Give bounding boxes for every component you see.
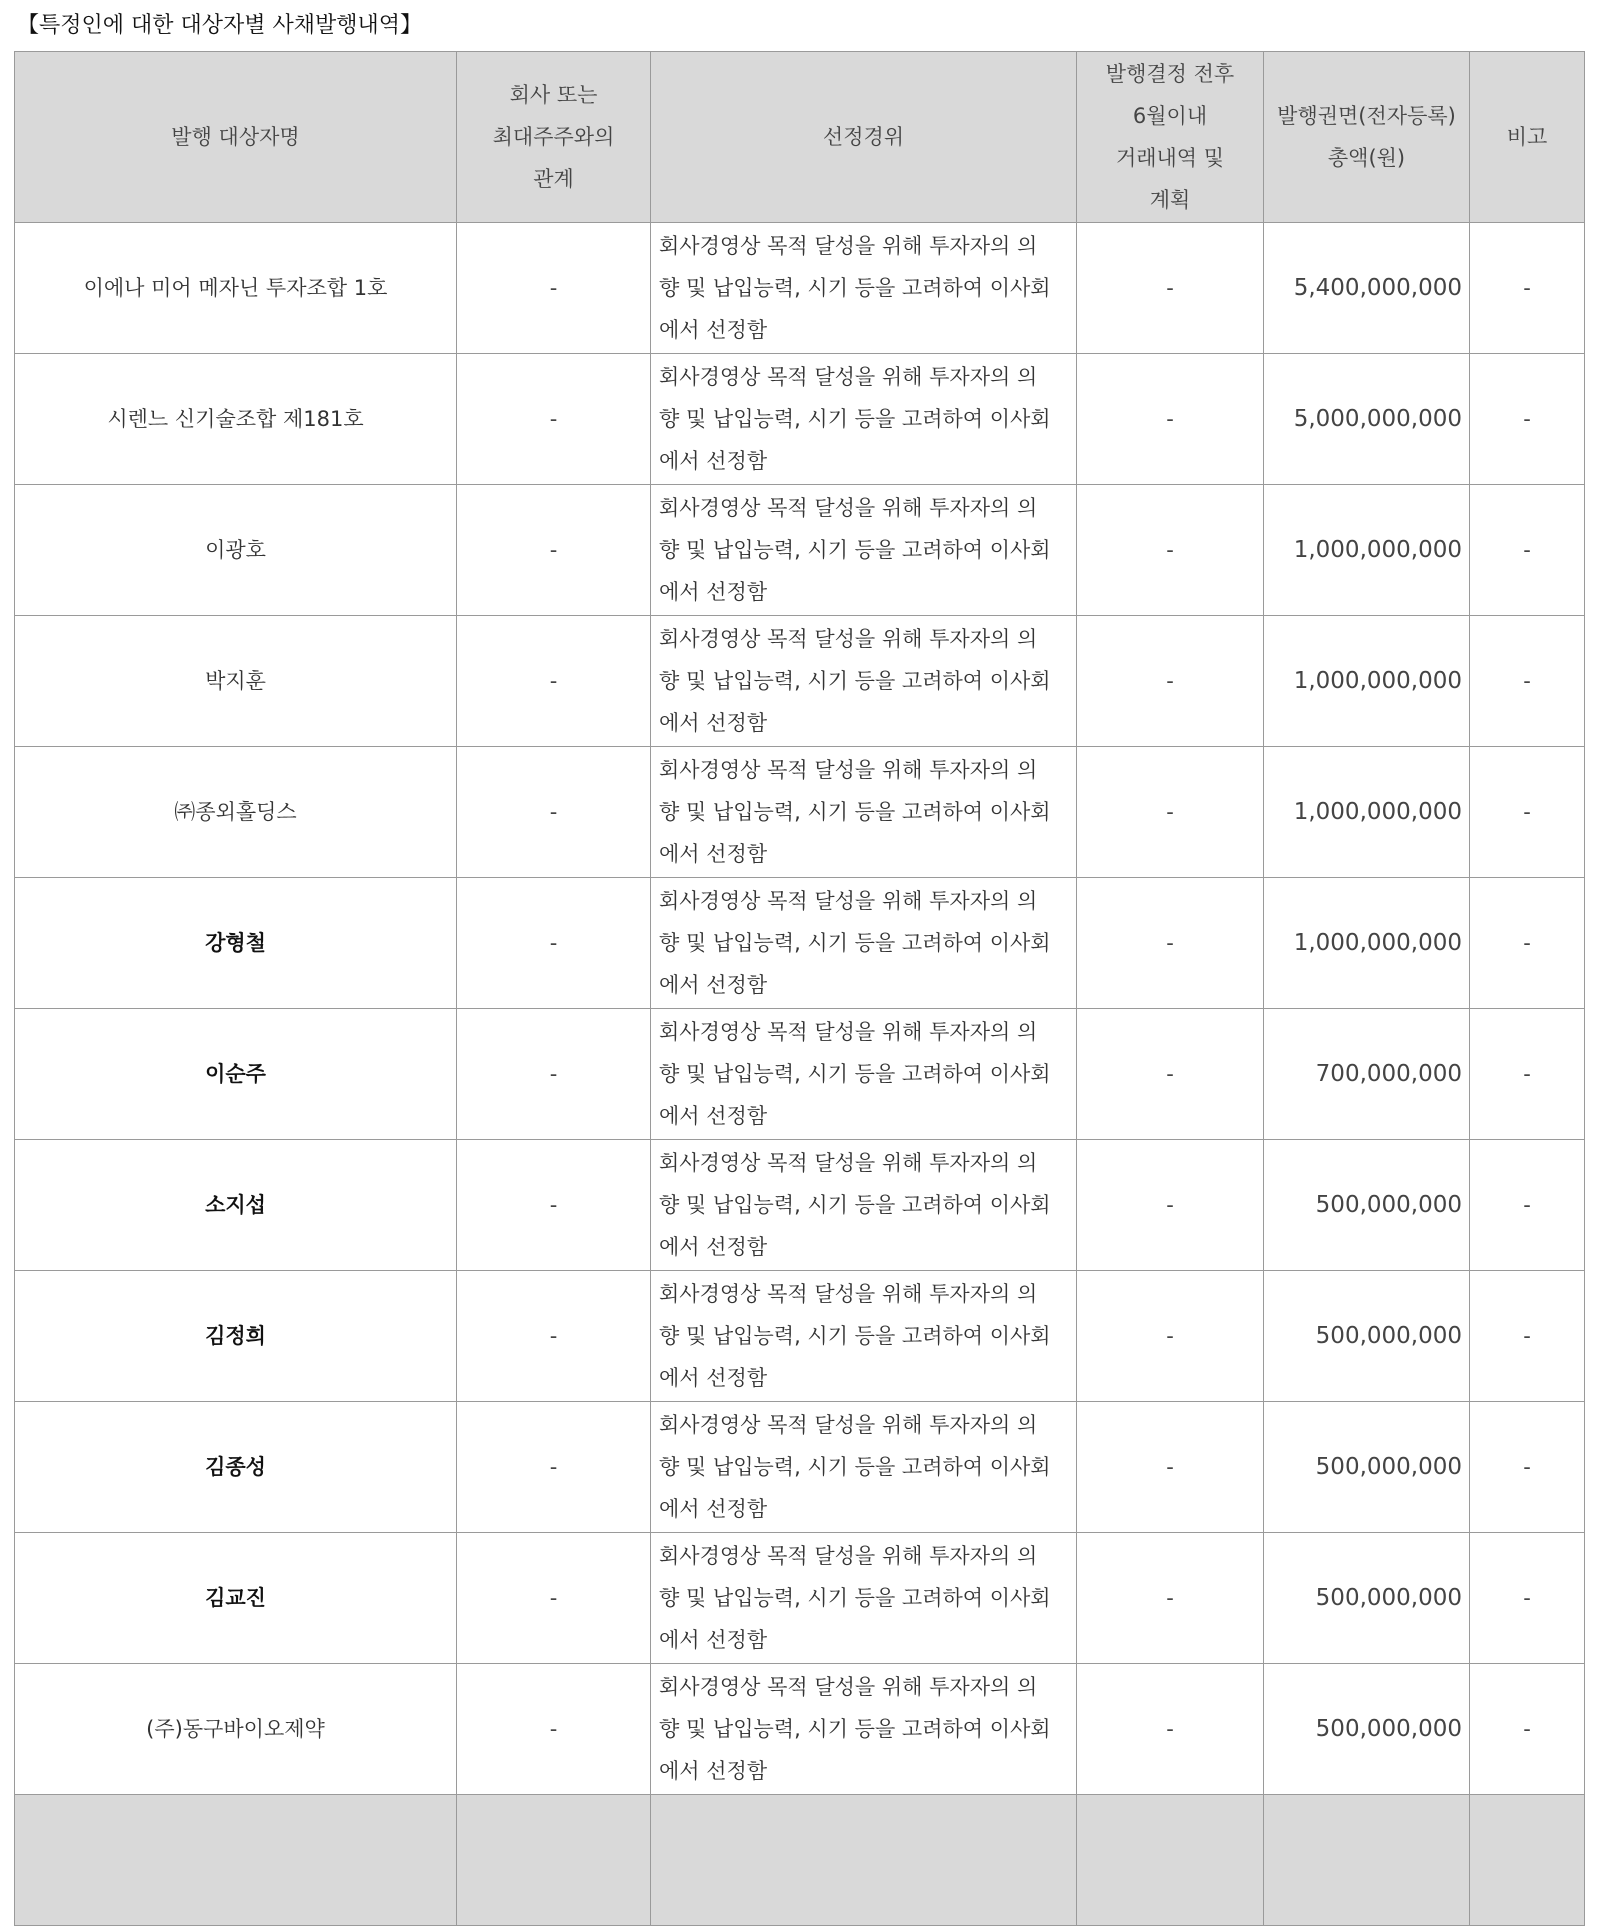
selection-reason-cell xyxy=(651,354,1077,485)
face-amount-text: 1,000,000,000 xyxy=(1293,537,1462,563)
note-cell xyxy=(1470,223,1585,354)
note-text: - xyxy=(1523,1324,1531,1348)
history-text: - xyxy=(1166,669,1174,693)
selection-reason-text: 회사경영상 목적 달성을 위해 투자자의 의 향 및 납입능력, 시기 등을 고려하여 이사회 에서 선정함 xyxy=(659,627,1051,735)
note-cell xyxy=(1470,1664,1585,1795)
face-amount-cell xyxy=(1264,1402,1470,1533)
page-title: 【특정인에 대한 대상자별 사채발행내역】 xyxy=(17,13,423,38)
transaction-history-cell xyxy=(1077,485,1264,616)
issuee-name-cell xyxy=(15,1140,457,1271)
history-text: - xyxy=(1166,407,1174,431)
relation-text: - xyxy=(549,1193,558,1217)
note-cell xyxy=(1470,485,1585,616)
table-row xyxy=(15,1009,1585,1140)
face-amount-cell xyxy=(1264,1664,1470,1795)
relation-cell xyxy=(457,1140,651,1271)
face-amount-cell xyxy=(1264,616,1470,747)
selection-reason-cell xyxy=(651,1533,1077,1664)
issuee-name-cell xyxy=(15,747,457,878)
issuee-name-cell xyxy=(15,1533,457,1664)
relation-cell xyxy=(457,354,651,485)
issuee-name-cell xyxy=(15,354,457,485)
face-amount-cell xyxy=(1264,878,1470,1009)
header-label: 발행결정 전후 6월이내 거래내역 및 계획 xyxy=(1105,62,1235,212)
table-row xyxy=(15,1140,1585,1271)
partial-cell xyxy=(1470,1795,1585,1926)
note-cell xyxy=(1470,747,1585,878)
relation-text: - xyxy=(549,800,558,824)
selection-reason-text: 회사경영상 목적 달성을 위해 투자자의 의 향 및 납입능력, 시기 등을 고려하여 이사회 에서 선정함 xyxy=(659,496,1051,604)
header-label: 회사 또는 최대주주와의 관계 xyxy=(492,83,615,191)
issuee-name-cell xyxy=(15,485,457,616)
note-cell xyxy=(1470,1140,1585,1271)
header-relation xyxy=(457,52,651,223)
relation-text: - xyxy=(549,1586,558,1610)
relation-cell xyxy=(457,1009,651,1140)
face-amount-text: 1,000,000,000 xyxy=(1293,799,1462,825)
face-amount-text: 500,000,000 xyxy=(1315,1454,1462,1480)
note-cell xyxy=(1470,878,1585,1009)
face-amount-cell xyxy=(1264,1271,1470,1402)
issuee-name-cell xyxy=(15,878,457,1009)
history-text: - xyxy=(1166,1193,1174,1217)
relation-text: - xyxy=(549,407,558,431)
table-row xyxy=(15,1402,1585,1533)
face-amount-cell xyxy=(1264,1009,1470,1140)
selection-reason-cell xyxy=(651,616,1077,747)
table-row xyxy=(15,1664,1585,1795)
header-selection-reason xyxy=(651,52,1077,223)
table-row xyxy=(15,485,1585,616)
transaction-history-cell xyxy=(1077,616,1264,747)
issuee-name-text: ㈜종외홀딩스 xyxy=(174,800,297,824)
transaction-history-cell xyxy=(1077,1533,1264,1664)
face-amount-cell xyxy=(1264,1140,1470,1271)
transaction-history-cell xyxy=(1077,1009,1264,1140)
note-text: - xyxy=(1523,669,1531,693)
face-amount-cell xyxy=(1264,747,1470,878)
bond-issuance-table xyxy=(14,51,1585,1926)
relation-text: - xyxy=(549,669,558,693)
issuee-name-text: 김교진 xyxy=(205,1586,266,1610)
partial-cell xyxy=(1077,1795,1264,1926)
selection-reason-cell xyxy=(651,1271,1077,1402)
relation-text: - xyxy=(549,1455,558,1479)
note-text: - xyxy=(1523,1455,1531,1479)
table-row xyxy=(15,354,1585,485)
face-amount-cell xyxy=(1264,223,1470,354)
face-amount-text: 1,000,000,000 xyxy=(1293,668,1462,694)
issuee-name-cell xyxy=(15,1402,457,1533)
partial-cell xyxy=(457,1795,651,1926)
history-text: - xyxy=(1166,276,1174,300)
issuee-name-text: 김종성 xyxy=(205,1455,266,1479)
table-row xyxy=(15,1533,1585,1664)
selection-reason-text: 회사경영상 목적 달성을 위해 투자자의 의 향 및 납입능력, 시기 등을 고려하여 이사회 에서 선정함 xyxy=(659,1413,1051,1521)
face-amount-text: 5,400,000,000 xyxy=(1293,275,1462,301)
transaction-history-cell xyxy=(1077,1271,1264,1402)
note-text: - xyxy=(1523,1193,1531,1217)
face-amount-text: 500,000,000 xyxy=(1315,1585,1462,1611)
issuee-name-text: (주)동구바이오제약 xyxy=(146,1717,325,1741)
issuee-name-cell xyxy=(15,616,457,747)
history-text: - xyxy=(1166,931,1174,955)
selection-reason-text: 회사경영상 목적 달성을 위해 투자자의 의 향 및 납입능력, 시기 등을 고려하여 이사회 에서 선정함 xyxy=(659,1544,1051,1652)
relation-cell xyxy=(457,747,651,878)
table-row xyxy=(15,616,1585,747)
note-text: - xyxy=(1523,800,1531,824)
header-label: 발행 대상자명 xyxy=(171,125,300,149)
header-label: 비고 xyxy=(1506,125,1548,149)
header-face-amount xyxy=(1264,52,1470,223)
selection-reason-cell xyxy=(651,485,1077,616)
issuee-name-cell xyxy=(15,1664,457,1795)
relation-cell xyxy=(457,1664,651,1795)
selection-reason-cell xyxy=(651,223,1077,354)
table-row xyxy=(15,1271,1585,1402)
table-row xyxy=(15,747,1585,878)
issuee-name-text: 소지섭 xyxy=(205,1193,266,1217)
relation-cell xyxy=(457,878,651,1009)
note-cell xyxy=(1470,1271,1585,1402)
face-amount-text: 1,000,000,000 xyxy=(1293,930,1462,956)
note-cell xyxy=(1470,354,1585,485)
partial-cell xyxy=(651,1795,1077,1926)
history-text: - xyxy=(1166,1455,1174,1479)
history-text: - xyxy=(1166,800,1174,824)
transaction-history-cell xyxy=(1077,747,1264,878)
note-text: - xyxy=(1523,407,1531,431)
issuee-name-cell xyxy=(15,223,457,354)
selection-reason-text: 회사경영상 목적 달성을 위해 투자자의 의 향 및 납입능력, 시기 등을 고려하여 이사회 에서 선정함 xyxy=(659,758,1051,866)
transaction-history-cell xyxy=(1077,1402,1264,1533)
note-text: - xyxy=(1523,276,1531,300)
note-text: - xyxy=(1523,1586,1531,1610)
note-text: - xyxy=(1523,538,1531,562)
relation-text: - xyxy=(549,1062,558,1086)
table-body xyxy=(15,223,1585,1926)
relation-text: - xyxy=(549,931,558,955)
issuee-name-text: 시렌느 신기술조합 제181호 xyxy=(107,407,364,431)
selection-reason-text: 회사경영상 목적 달성을 위해 투자자의 의 향 및 납입능력, 시기 등을 고려하여 이사회 에서 선정함 xyxy=(659,1282,1051,1390)
partial-cell xyxy=(1264,1795,1470,1926)
header-row xyxy=(15,52,1585,223)
note-cell xyxy=(1470,1533,1585,1664)
issuee-name-cell xyxy=(15,1271,457,1402)
selection-reason-cell xyxy=(651,1140,1077,1271)
face-amount-text: 500,000,000 xyxy=(1315,1323,1462,1349)
face-amount-cell xyxy=(1264,485,1470,616)
history-text: - xyxy=(1166,538,1174,562)
note-cell xyxy=(1470,1009,1585,1140)
face-amount-text: 700,000,000 xyxy=(1315,1061,1462,1087)
issuee-name-text: 이순주 xyxy=(205,1062,266,1086)
face-amount-cell xyxy=(1264,354,1470,485)
relation-cell xyxy=(457,1402,651,1533)
transaction-history-cell xyxy=(1077,878,1264,1009)
relation-text: - xyxy=(549,1717,558,1741)
history-text: - xyxy=(1166,1717,1174,1741)
selection-reason-text: 회사경영상 목적 달성을 위해 투자자의 의 향 및 납입능력, 시기 등을 고려하여 이사회 에서 선정함 xyxy=(659,1020,1051,1128)
issuee-name-cell xyxy=(15,1009,457,1140)
history-text: - xyxy=(1166,1062,1174,1086)
table-row-partial xyxy=(15,1795,1585,1926)
transaction-history-cell xyxy=(1077,1140,1264,1271)
transaction-history-cell xyxy=(1077,354,1264,485)
note-text: - xyxy=(1523,1717,1531,1741)
face-amount-cell xyxy=(1264,1533,1470,1664)
issuee-name-text: 박지훈 xyxy=(205,669,266,693)
relation-cell xyxy=(457,1271,651,1402)
relation-text: - xyxy=(549,276,558,300)
selection-reason-cell xyxy=(651,878,1077,1009)
selection-reason-cell xyxy=(651,1009,1077,1140)
note-cell xyxy=(1470,616,1585,747)
face-amount-text: 500,000,000 xyxy=(1315,1716,1462,1742)
selection-reason-cell xyxy=(651,747,1077,878)
issuee-name-text: 강형철 xyxy=(205,931,266,955)
table-row xyxy=(15,878,1585,1009)
header-note xyxy=(1470,52,1585,223)
header-label: 선정경위 xyxy=(822,125,905,149)
issuee-name-text: 이광호 xyxy=(205,538,266,562)
note-text: - xyxy=(1523,931,1531,955)
issuee-name-text: 이에나 미어 메자닌 투자조합 1호 xyxy=(83,276,388,300)
history-text: - xyxy=(1166,1586,1174,1610)
note-text: - xyxy=(1523,1062,1531,1086)
selection-reason-cell xyxy=(651,1664,1077,1795)
selection-reason-cell xyxy=(651,1402,1077,1533)
issuee-name-text: 김정희 xyxy=(205,1324,266,1348)
selection-reason-text: 회사경영상 목적 달성을 위해 투자자의 의 향 및 납입능력, 시기 등을 고려하여 이사회 에서 선정함 xyxy=(659,234,1051,342)
relation-cell xyxy=(457,616,651,747)
partial-cell xyxy=(15,1795,457,1926)
face-amount-text: 500,000,000 xyxy=(1315,1192,1462,1218)
header-issuee-name xyxy=(15,52,457,223)
selection-reason-text: 회사경영상 목적 달성을 위해 투자자의 의 향 및 납입능력, 시기 등을 고려하여 이사회 에서 선정함 xyxy=(659,365,1051,473)
relation-cell xyxy=(457,223,651,354)
history-text: - xyxy=(1166,1324,1174,1348)
face-amount-text: 5,000,000,000 xyxy=(1293,406,1462,432)
note-cell xyxy=(1470,1402,1585,1533)
selection-reason-text: 회사경영상 목적 달성을 위해 투자자의 의 향 및 납입능력, 시기 등을 고려하여 이사회 에서 선정함 xyxy=(659,889,1051,997)
relation-cell xyxy=(457,1533,651,1664)
header-transaction-history xyxy=(1077,52,1264,223)
table-row xyxy=(15,223,1585,354)
relation-text: - xyxy=(549,538,558,562)
table-header xyxy=(15,52,1585,223)
relation-cell xyxy=(457,485,651,616)
selection-reason-text: 회사경영상 목적 달성을 위해 투자자의 의 향 및 납입능력, 시기 등을 고려하여 이사회 에서 선정함 xyxy=(659,1151,1051,1259)
header-label: 발행권면(전자등록) 총액(원) xyxy=(1277,104,1456,170)
transaction-history-cell xyxy=(1077,223,1264,354)
relation-text: - xyxy=(549,1324,558,1348)
transaction-history-cell xyxy=(1077,1664,1264,1795)
selection-reason-text: 회사경영상 목적 달성을 위해 투자자의 의 향 및 납입능력, 시기 등을 고려하여 이사회 에서 선정함 xyxy=(659,1675,1051,1783)
